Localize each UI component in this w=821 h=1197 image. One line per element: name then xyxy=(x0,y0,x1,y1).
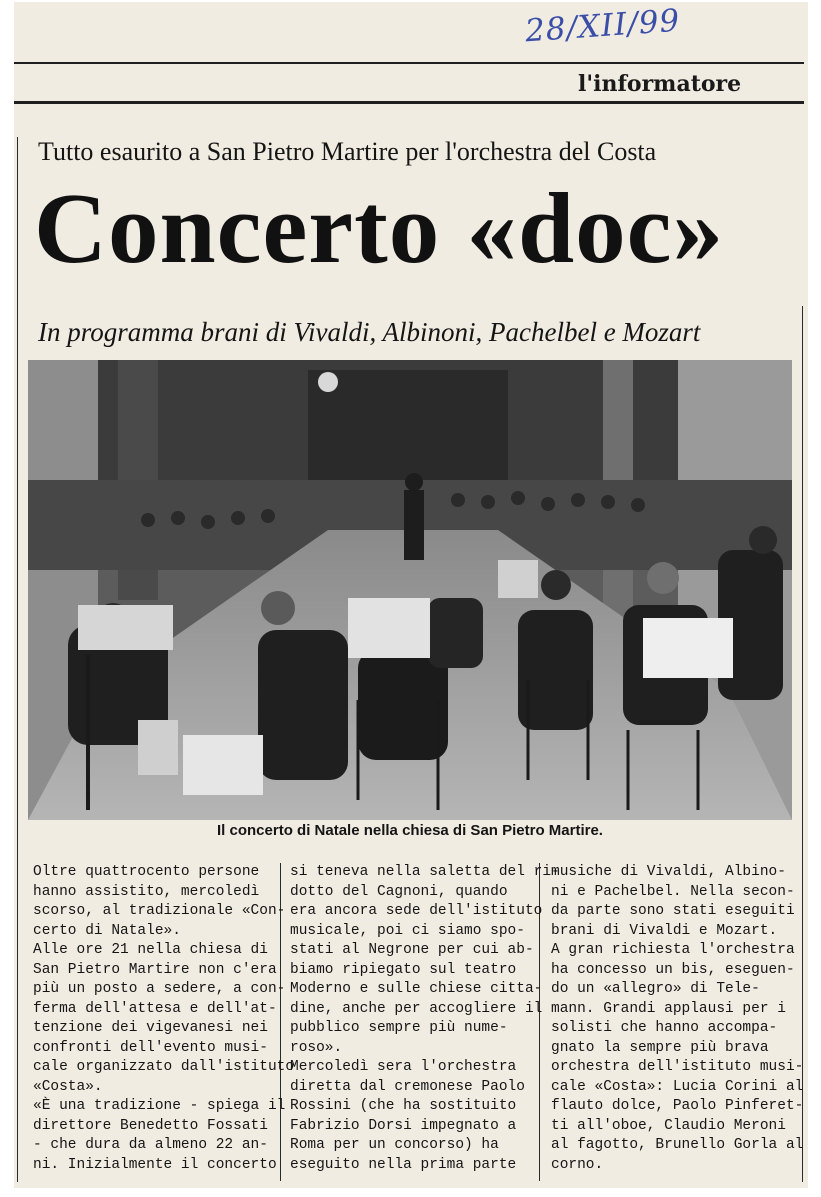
article-line: mann. Grandi applausi per i xyxy=(551,1000,786,1017)
article-line: dine, anche per accogliere il xyxy=(290,1000,543,1017)
article-line: certo di Natale». xyxy=(33,922,181,939)
article-line: gnato la sempre più brava xyxy=(551,1039,769,1056)
article-line: scorso, al tradizionale «Con- xyxy=(33,903,286,919)
article-line: flauto dolce, Paolo Pinferet- xyxy=(551,1098,804,1114)
article-column-2 xyxy=(290,863,560,1175)
masthead: l'informatore xyxy=(578,71,742,97)
article-line: diretta dal cremonese Paolo xyxy=(290,1078,525,1095)
subheadline: In programma brani di Vivaldi, Albinoni, Pachelbel e Mozart xyxy=(38,317,701,347)
article-line: confronti dell'evento musi- xyxy=(33,1039,268,1056)
headline: Concerto «doc» xyxy=(34,172,724,284)
article-line: «È una tradizione - spiega il xyxy=(33,1098,286,1114)
article-line: do un «allegro» di Tele- xyxy=(551,981,760,997)
article-line: biamo ripiegato sul teatro xyxy=(290,961,517,978)
article-line: cale «Costa»: Lucia Corini al xyxy=(551,1078,804,1095)
article-left-border xyxy=(17,137,18,1182)
article-line: pubblico sempre più nume- xyxy=(290,1020,508,1036)
article-column-3 xyxy=(551,863,803,1175)
article-line: Fabrizio Dorsi impegnato a xyxy=(290,1117,517,1134)
article-line: hanno assistito, mercoledì xyxy=(33,883,260,900)
article-line: si teneva nella saletta del ri- xyxy=(290,864,560,880)
article-line: San Pietro Martire non c'era xyxy=(33,961,277,978)
article-line: cale organizzato dall'istituto xyxy=(33,1059,295,1075)
article-line: ferma dell'attesa e dell'at- xyxy=(33,1000,277,1017)
article-line: al fagotto, Brunello Gorla al xyxy=(551,1137,804,1153)
article-line: brani di Vivaldi e Mozart. xyxy=(551,922,778,939)
article-line: Moderno e sulle chiese citta- xyxy=(290,981,543,997)
photo-caption: Il concerto di Natale nella chiesa di San Pietro Martire. xyxy=(217,822,603,839)
article-line: A gran richiesta l'orchestra xyxy=(551,942,795,958)
article-line: musicale, poi ci siamo spo- xyxy=(290,922,525,939)
article-line: dotto del Cagnoni, quando xyxy=(290,883,508,900)
article-line: Roma per un concorso) ha xyxy=(290,1137,499,1153)
article-line: Rossini (che ha sostituito xyxy=(290,1098,517,1114)
article-line: musiche di Vivaldi, Albino- xyxy=(551,864,786,880)
handwritten-date: 28/XII/99 xyxy=(523,2,682,50)
concert-photo xyxy=(28,360,792,820)
article-line: roso». xyxy=(290,1039,343,1056)
article-line: stati al Negrone per cui ab- xyxy=(290,942,534,958)
article-line: solisti che hanno accompa- xyxy=(551,1020,778,1036)
article-line: corno. xyxy=(551,1156,604,1173)
masthead-bottom-rule xyxy=(14,101,804,104)
article-line: ti all'oboe, Claudio Meroni xyxy=(551,1117,786,1134)
article-line: tenzione dei vigevanesi nei xyxy=(33,1020,268,1036)
article-line: ha concesso un bis, eseguen- xyxy=(551,961,795,978)
article-line: Alle ore 21 nella chiesa di xyxy=(33,942,268,958)
article-line: ni. Inizialmente il concerto xyxy=(33,1156,277,1173)
article-line: più un posto a sedere, a con- xyxy=(33,981,286,997)
article-line: eseguito nella prima parte xyxy=(290,1156,517,1173)
article-column-1 xyxy=(33,863,294,1175)
article-line: orchestra dell'istituto musi- xyxy=(551,1059,804,1075)
article-line: direttore Benedetto Fossati xyxy=(33,1117,268,1134)
kicker: Tutto esaurito a San Pietro Martire per l'orchestra del Costa xyxy=(38,137,657,166)
article-line: Oltre quattrocento persone xyxy=(33,864,260,880)
article-line: ni e Pachelbel. Nella secon- xyxy=(551,883,795,900)
article-line: Mercoledì sera l'orchestra xyxy=(290,1059,517,1075)
masthead-top-rule xyxy=(14,62,804,64)
article-line: - che dura da almeno 22 an- xyxy=(33,1137,268,1153)
orchestra-in-church-image xyxy=(28,360,792,820)
article-line: era ancora sede dell'istituto xyxy=(290,903,543,919)
article-line: «Costa». xyxy=(33,1078,103,1095)
article-line: da parte sono stati eseguiti xyxy=(551,903,795,919)
